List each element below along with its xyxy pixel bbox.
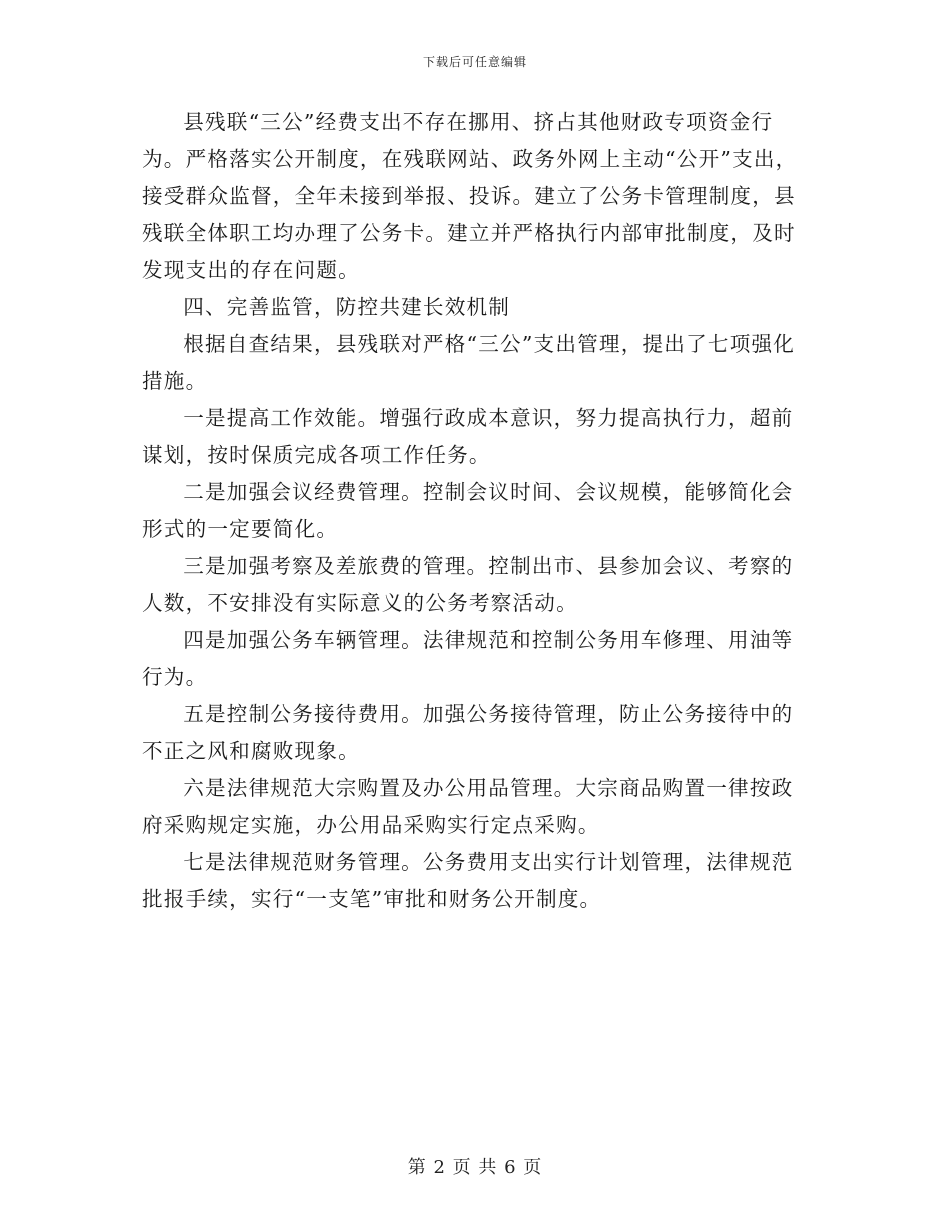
paragraph: 二是加强会议经费管理。控制会议时间、会议规模，能够简化会形式的一定要简化。 xyxy=(142,480,794,541)
paragraph: 七是法律规范财务管理。公务费用支出实行计划管理，法律规范批报手续，实行“一支笔”审批和财务公开制度。 xyxy=(142,850,794,911)
paragraph: 五是控制公务接待费用。加强公务接待管理，防止公务接待中的不正之风和腐败现象。 xyxy=(142,702,794,763)
document-body xyxy=(142,104,810,918)
paragraph: 三是加强考察及差旅费的管理。控制出市、县参加会议、考察的人数，不安排没有实际意义的公务考察活动。 xyxy=(142,554,794,615)
page-number: 第 2 页 共 6 页 xyxy=(407,1157,543,1178)
header-note: 下载后可任意编辑 xyxy=(422,55,527,69)
paragraph: 一是提高工作效能。增强行政成本意识，努力提高执行力，超前谋划，按时保质完成各项工作任务。 xyxy=(142,406,794,467)
paragraph: 县残联“三公”经费支出不存在挪用、挤占其他财政专项资金行为。严格落实公开制度，在残联网站、政务外网上主动“公开”支出，接受群众监督，全年未接到举报、投诉。建立了公务卡管理制度，县残联全体职工均办理了公务卡。建立并严格执行内部审批制度，及时发现支出的存在问题。 xyxy=(142,110,798,282)
section-heading: 四、完善监管，防控共建长效机制 xyxy=(183,295,511,319)
paragraph: 四是加强公务车辆管理。法律规范和控制公务用车修理、用油等行为。 xyxy=(142,628,794,689)
paragraph: 根据自查结果，县残联对严格“三公”支出管理，提出了七项强化措施。 xyxy=(142,332,796,393)
paragraph: 六是法律规范大宗购置及办公用品管理。大宗商品购置一律按政府采购规定实施，办公用品采购实行定点采购。 xyxy=(142,776,794,837)
